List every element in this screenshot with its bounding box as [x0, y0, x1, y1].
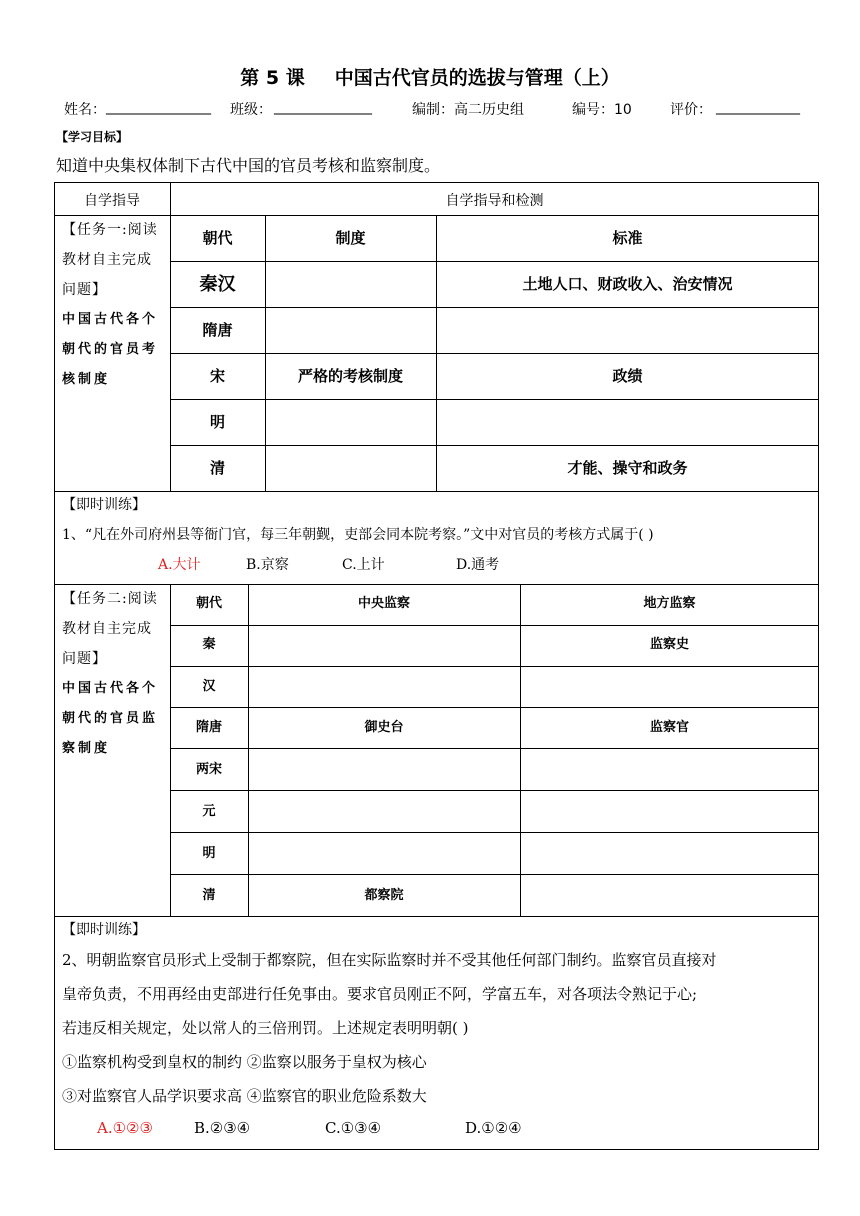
t2-row-local[interactable]: 监察官: [649, 720, 689, 735]
number-text: 编号：10: [572, 102, 632, 118]
t1-row-standard[interactable]: 政绩: [612, 367, 643, 385]
practice1-option-d[interactable]: D.通考: [456, 557, 500, 573]
page-title: [0, 63, 860, 90]
t2-row-dynasty: 元: [202, 804, 216, 819]
practice1-question: 1、“凡在外司府州县等衙门官，每三年朝觐，吏部会同本院考察。”文中对官员的考核方式属于( ): [62, 527, 654, 543]
eval-field[interactable]: ____________: [716, 99, 800, 115]
t1-row-dynasty: 秦汉: [199, 274, 236, 295]
practice2-line: 皇帝负责，不用再经由吏部进行任免事由。要求官员刚正不阿，学富五车，对各项法令熟记于心;: [62, 985, 698, 1003]
t1-row-dynasty: 隋唐: [202, 321, 233, 339]
practice2-line: ③对监察官人品学识要求高 ④监察官的职业危险系数大: [62, 1087, 427, 1105]
t1-row-dynasty: 清: [209, 459, 225, 477]
t1-col-dynasty: 朝代: [202, 229, 233, 247]
t2-row-dynasty: 秦: [202, 637, 216, 652]
eval-label: 评价：: [670, 102, 712, 118]
t1-row-dynasty: 明: [209, 413, 225, 431]
practice1-option-a[interactable]: A.大计: [158, 557, 201, 573]
t1-row-standard[interactable]: 土地人口、财政收入、治安情况: [522, 275, 733, 293]
t2-row-dynasty: 明: [202, 846, 216, 861]
t2-row-central[interactable]: 御史台: [364, 720, 404, 735]
t1-col-standard: 标准: [612, 229, 643, 247]
practice2-line: 2、明朝监察官员形式上受制于都察院，但在实际监察时并不受其他任何部门制约。监察官员直接对: [62, 951, 717, 969]
practice2-line: 若违反相关规定，处以常人的三倍刑罚。上述规定表明明朝( ): [62, 1019, 469, 1037]
name-field[interactable]: _______________: [106, 99, 211, 115]
class-field[interactable]: ______________: [274, 99, 372, 115]
t2-col-dynasty: 朝代: [195, 596, 222, 611]
practice2-option-a[interactable]: A.①②③: [97, 1119, 153, 1137]
practice2-heading: 【即时训练】: [62, 922, 146, 938]
goal-heading: 【学习目标】: [56, 130, 129, 144]
t2-row-central[interactable]: 都察院: [364, 888, 404, 903]
lesson-number: 第 5 课: [240, 67, 305, 89]
t1-row-dynasty: 宋: [209, 367, 225, 385]
practice2-option-b[interactable]: B.②③④: [194, 1119, 251, 1137]
header-right: 自学指导和检测: [445, 193, 544, 209]
t2-row-dynasty: 隋唐: [195, 720, 222, 735]
class-label: 班级：: [230, 102, 272, 118]
task1-label: 【任务一:阅读 教材自主完成 问题】 中国古代各个 朝代的官员考 核制度: [62, 222, 159, 387]
name-label: 姓名：: [64, 102, 106, 118]
practice2-option-d[interactable]: D.①②④: [465, 1119, 522, 1137]
t1-row-system[interactable]: 严格的考核制度: [297, 367, 403, 385]
t2-row-dynasty: 汉: [202, 679, 216, 694]
lesson-title: 中国古代官员的选拔与管理（上）: [334, 67, 620, 89]
t2-row-local[interactable]: 监察史: [649, 637, 689, 652]
practice1-heading: 【即时训练】: [62, 497, 146, 513]
header-left: 自学指导: [84, 193, 140, 209]
practice1-option-c[interactable]: C.上计: [342, 557, 385, 573]
t1-row-standard[interactable]: 才能、操守和政务: [567, 459, 688, 477]
task2-label: 【任务二:阅读 教材自主完成 问题】 中国古代各个 朝代的官员监 察制度: [62, 591, 159, 756]
t2-col-local: 地方监察: [643, 596, 696, 611]
t2-row-dynasty: 清: [202, 888, 216, 903]
editor-text: 编制：高二历史组: [412, 102, 524, 118]
practice2-line: ①监察机构受到皇权的制约 ②监察以服务于皇权为核心: [62, 1053, 427, 1071]
t2-col-central: 中央监察: [357, 596, 410, 611]
t1-col-system: 制度: [335, 229, 366, 247]
goal-text: 知道中央集权体制下古代中国的官员考核和监察制度。: [56, 156, 441, 175]
practice2-option-c[interactable]: C.①③④: [325, 1119, 382, 1137]
t2-row-dynasty: 两宋: [195, 762, 222, 777]
practice1-option-b[interactable]: B.京察: [246, 557, 289, 573]
